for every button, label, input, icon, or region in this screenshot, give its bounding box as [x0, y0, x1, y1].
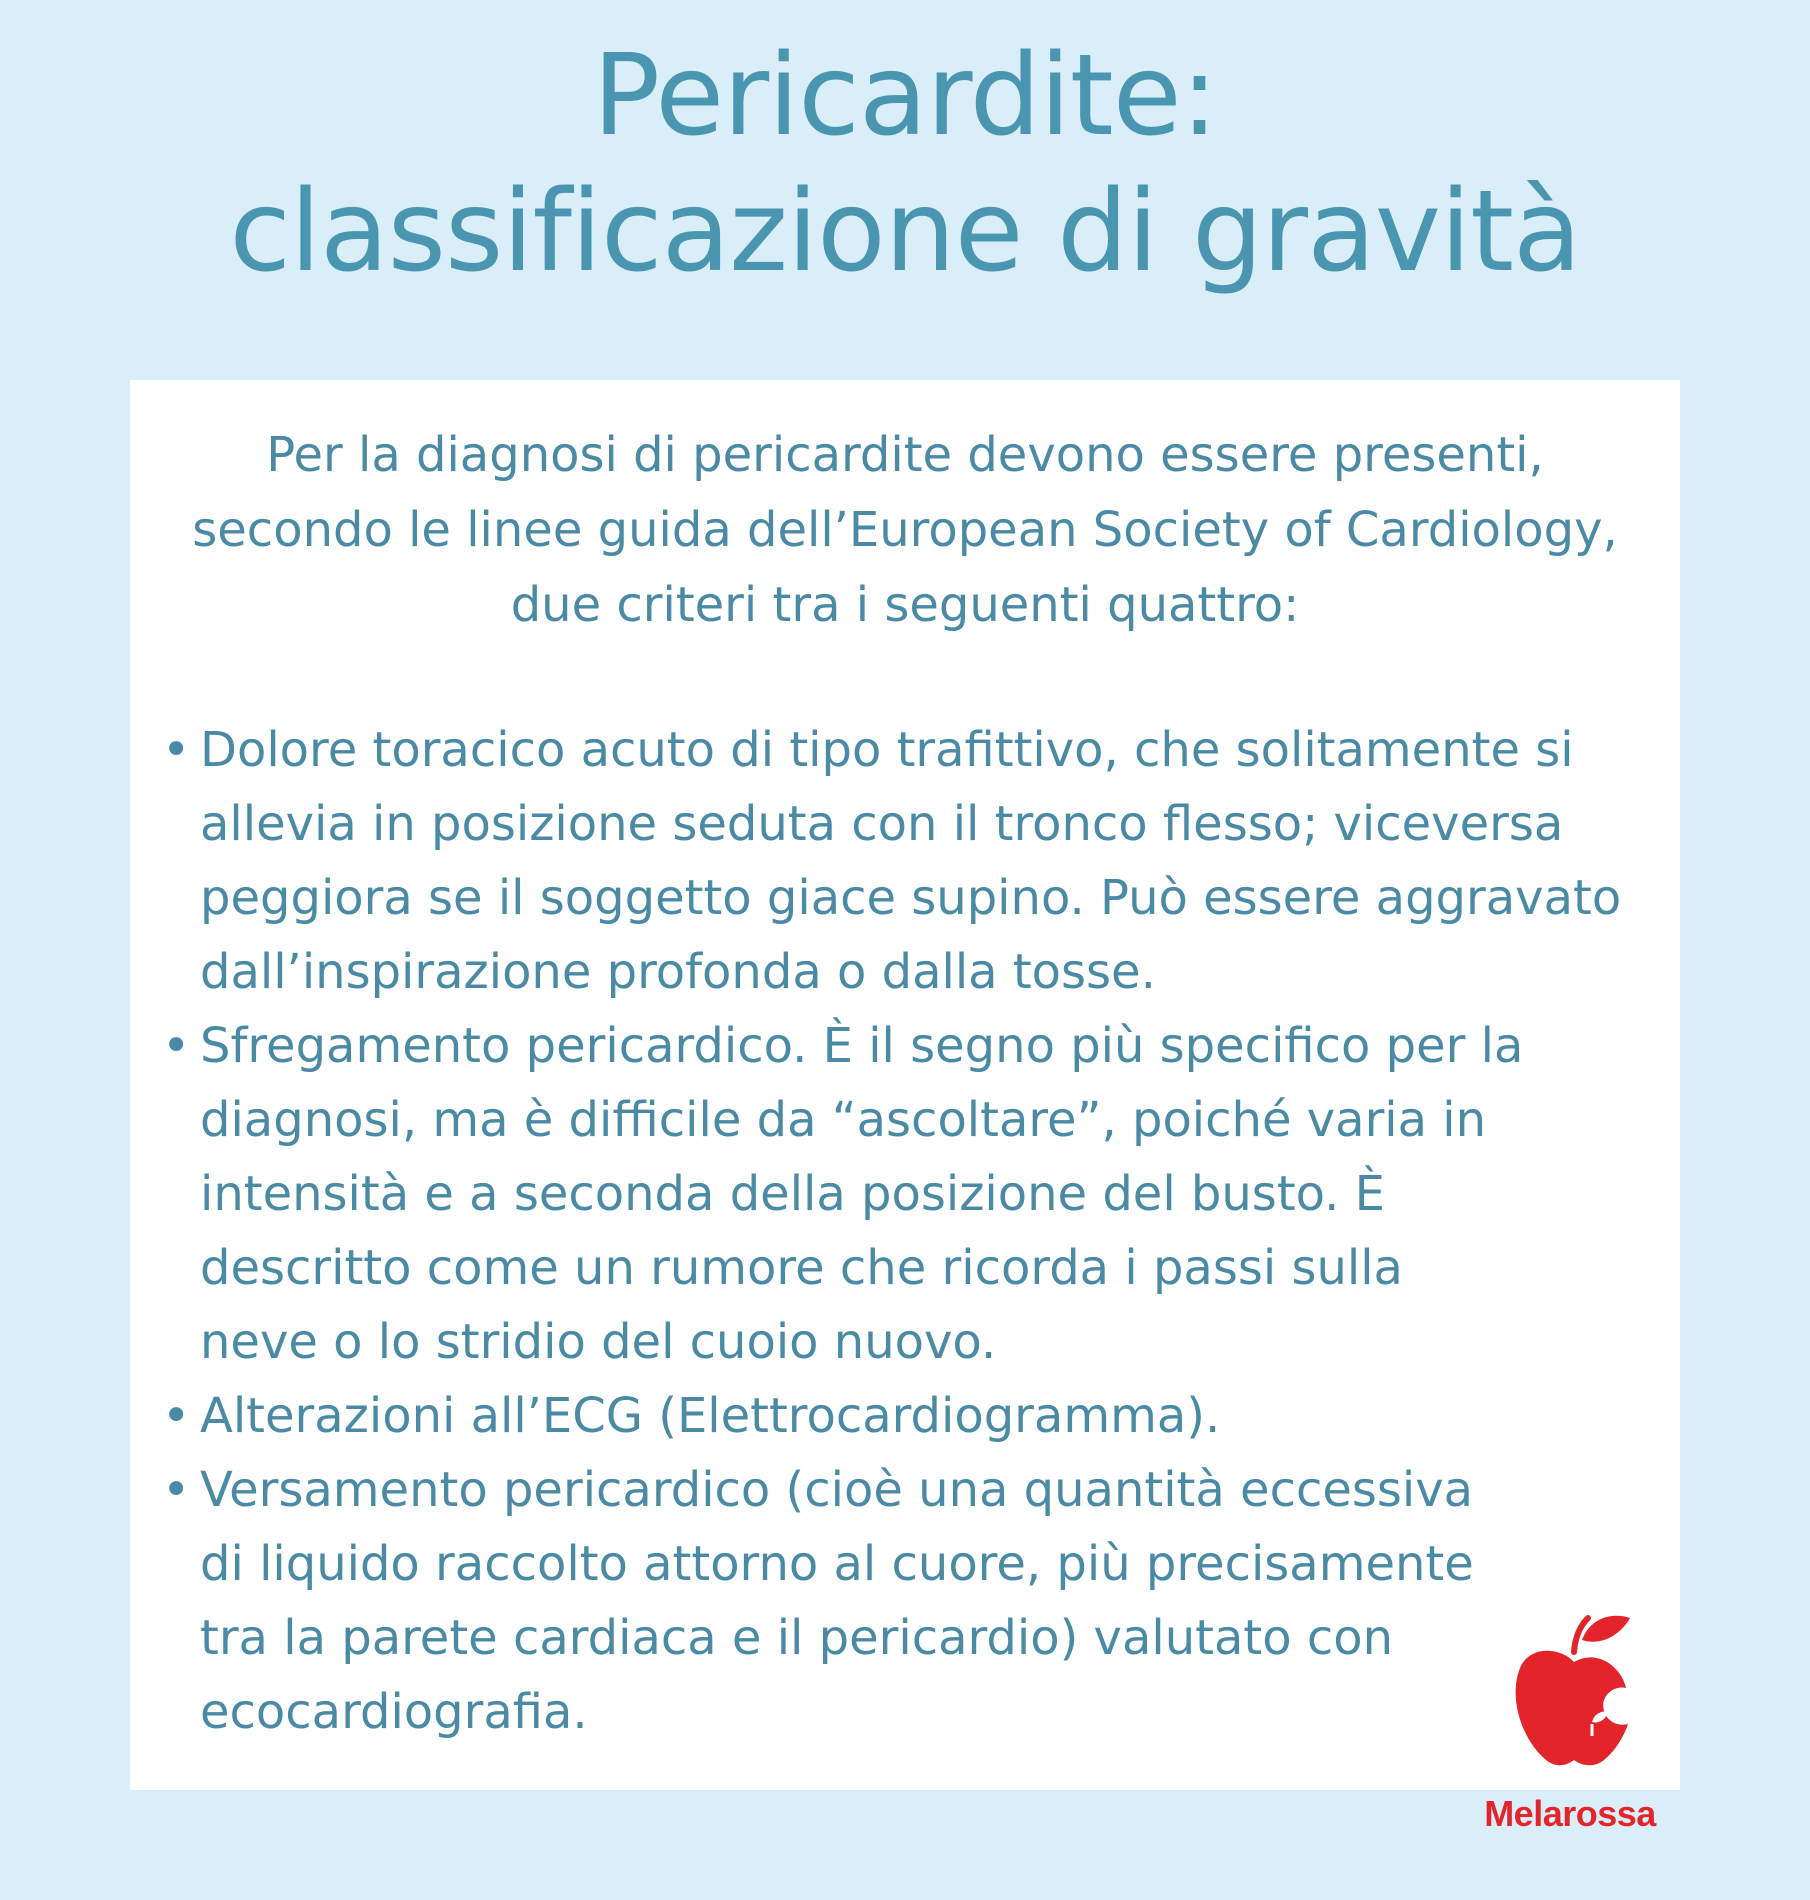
brand-name: Melarossa	[1484, 1793, 1656, 1834]
criteria-line: tra la parete cardiaca e il pericardio) valutato con	[200, 1610, 1393, 1666]
criteria-item	[160, 713, 1670, 1009]
criteria-item	[160, 1453, 1670, 1749]
criteria-line: descritto come un rumore che ricorda i passi sulla	[200, 1240, 1403, 1296]
title-line-1: Pericardite:	[592, 31, 1218, 161]
criteria-line: neve o lo stridio del cuoio nuovo.	[200, 1314, 997, 1370]
criteria-line: Versamento pericardico (cioè una quantità eccessiva	[200, 1462, 1474, 1518]
criteria-line: Alterazioni all’ECG (Elettrocardiogramma).	[200, 1388, 1221, 1444]
criteria-line: diagnosi, ma è difficile da “ascoltare”, poiché varia in	[200, 1092, 1487, 1148]
criteria-line: Sfregamento pericardico. È il segno più specifico per la	[200, 1018, 1524, 1074]
criteria-line: ecocardiografia.	[200, 1684, 588, 1740]
brand-logo	[1470, 1610, 1670, 1850]
criteria-item	[160, 1379, 1670, 1453]
bullet-icon: •	[162, 1018, 191, 1074]
criteria-line: peggiora se il soggetto giace supino. Può essere aggravato	[200, 870, 1622, 926]
criteria-line: allevia in posizione seduta con il tronco flesso; viceversa	[200, 796, 1564, 852]
criteria-line: intensità e a seconda della posizione del busto. È	[200, 1166, 1385, 1222]
criteria-line: Dolore toracico acuto di tipo trafittivo, che solitamente si	[200, 722, 1574, 778]
bullet-icon: •	[162, 1462, 191, 1518]
criteria-list	[160, 713, 1670, 1749]
intro-text	[130, 418, 1680, 643]
intro-line-1: Per la diagnosi di pericardite devono essere presenti,	[266, 427, 1544, 483]
intro-line-2: secondo le linee guida dell’European Society of Cardiology,	[192, 502, 1618, 558]
content-card	[130, 380, 1680, 1790]
criteria-item	[160, 1009, 1670, 1379]
criteria-line: di liquido raccolto attorno al cuore, più precisamente	[200, 1536, 1474, 1592]
title-line-2: classificazione di gravità	[229, 167, 1581, 297]
bullet-icon: •	[162, 722, 191, 778]
criteria-line: dall’inspirazione profonda o dalla tosse.	[200, 944, 1156, 1000]
intro-line-3: due criteri tra i seguenti quattro:	[510, 577, 1300, 633]
apple-icon	[1512, 1610, 1637, 1775]
bullet-icon: •	[162, 1388, 191, 1444]
page-title	[0, 28, 1810, 300]
